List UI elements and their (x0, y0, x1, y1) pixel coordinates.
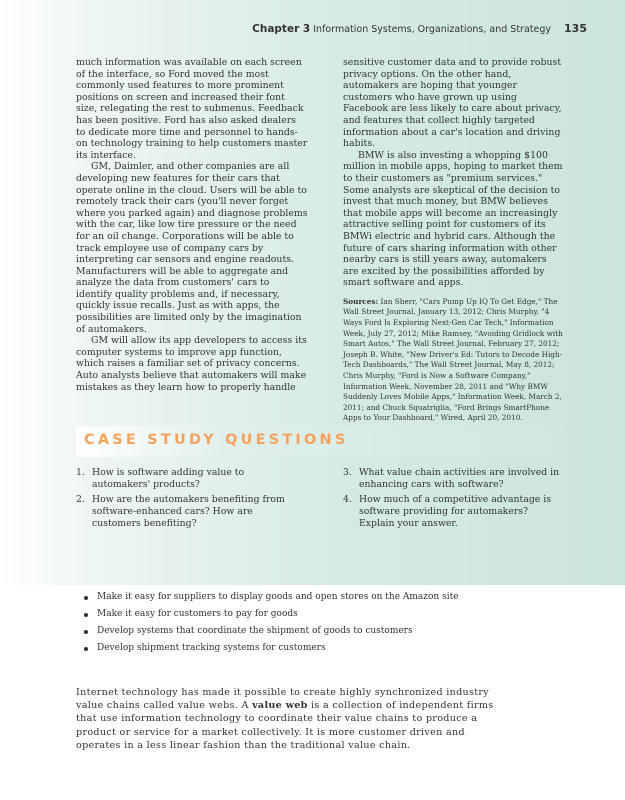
chapter-title: Information Systems, Organizations, and Strategy (313, 24, 551, 35)
left-paragraph-3: GM, Daimler, and other companies are all developing new features for their cars that operate online in the cloud. Users will be able to remotely track their cars (you'll never forget where you parked again) and diagnose problems with the car, like low tire pressure or the need for an oil change. Corporations will be able to track employee use of company cars by interpreting car sensors and engine readouts. Manufacturers will be able to aggregate and analyze the data from customers' cars to identify quality problems and, if necessary, quickly issue recalls. Just as with apps, the possibilities are limited only by the imagination of automakers. (76, 161, 308, 335)
running-header (252, 22, 587, 35)
left-paragraph-1: much information was available on each screen of the interface, so Ford moved the most commonly used features to more prominent (76, 57, 302, 92)
bullet-text: Make it easy for suppliers to display goods and open stores on the Amazon site (97, 592, 459, 602)
page-number: 135 (564, 22, 587, 35)
bullet-text: Make it easy for customers to pay for goods (97, 609, 298, 620)
left-column (76, 57, 308, 393)
closing-paragraph (76, 686, 496, 753)
chapter-label: Chapter 3 (252, 23, 311, 35)
bullet-item (82, 626, 492, 638)
sources-label: Sources: (343, 296, 379, 306)
key-term: value web (252, 700, 308, 711)
bullet-dot-icon (84, 647, 88, 651)
right-column (343, 57, 563, 424)
bullet-text: Develop shipment tracking systems for customers (97, 643, 326, 654)
case-study-heading: CASE STUDY QUESTIONS (84, 432, 349, 448)
right-paragraph-1: sensitive customer data and to provide robust privacy options. On the other hand, automakers are hoping that younger customers who have grown up using Facebook are less likely to care about privacy, and features that collect highly targeted information about a car's location and driving habits. (343, 57, 562, 150)
bullet-item (82, 609, 492, 621)
question-text: How is software adding value to automakers' products? (92, 467, 245, 490)
sources-text: Ian Sherr, "Cars Pump Up IQ To Get Edge," The Wall Street Journal, January 13, 2012; Chris Murphy, "4 Ways Ford Is Exploring Next-Gen Car Tech," Information Week, July 27, 2012; Mike Ramsey, "Avoiding Gridlock with Smart Autos," The Wall Street Journal, February 27, 2012; Joseph B. White, "New Driver's Ed: Tutors to Decode High-Tech Dashboards," The Wall Street Journal, May 8, 2012; Chris Murphy, "Ford is Now a Software Company," Information Week, November 28, 2011 and "Why BMW Suddenly Loves Mobile Apps," Information Week, March 2, 2011; and Chuck Squatriglia, "Ford Brings SmartPhone Apps to Your Dashboard," Wired, April 20, 2010. (343, 296, 563, 423)
sources-note (343, 297, 563, 424)
question-number: 1. (76, 467, 85, 478)
bullet-list (82, 592, 492, 660)
question-text: What value chain activities are involved in enhancing cars with software? (359, 467, 560, 490)
bullet-dot-icon (84, 596, 88, 600)
right-paragraph-2: BMW is also investing a whopping $100 million in mobile apps, hoping to market them to their customers as "premium services." Some analysts are skeptical of the decision to invest that much money, but BMW believes that mobile apps will become an increasingly attractive selling point for customers of its BMWi electric and hybrid cars. Although the future of cars sharing information with other nearby cars is still years away, automakers are excited by the possibilities afforded by smart software and apps. (343, 149, 563, 289)
bullet-dot-icon (84, 630, 88, 634)
bullet-text: Develop systems that coordinate the shipment of goods to customers (97, 626, 413, 637)
question-text: How are the automakers benefiting from software-enhanced cars? How are customers benefiting? (92, 494, 285, 529)
left-paragraph-4: GM will allow its app developers to access its computer systems to improve app function, which raises a familiar set of privacy concerns. Auto analysts believe that automakers will make mistakes as they learn how to properly handle (76, 335, 307, 393)
question-number: 4. (343, 494, 352, 505)
closing-text-end: is a collection of independent firms that use information technology to coordinate their value chains to produce a product or service for a market collectively. It is more customer driven and operates in a less linear fashion than the traditional value chain. (76, 700, 494, 752)
question-number: 3. (343, 467, 352, 478)
case-study-heading-bar (76, 426, 566, 457)
bullet-item (82, 643, 492, 655)
closing-text-start: Internet technology has made it possible to create highly synchronized industry value chains called value webs. A (76, 686, 490, 711)
question-number: 2. (76, 494, 85, 505)
question-text: How much of a competitive advantage is software providing for automakers? Explain your answer. (359, 494, 551, 529)
bullet-dot-icon (84, 613, 88, 617)
left-paragraph-2: positions on screen and increased their font size, relegating the rest to submenus. Feedback has been positive. Ford has also asked dealers to dedicate more time and personnel to hands-on technology training to help customers master its interface. (76, 91, 308, 161)
bullet-item (82, 592, 492, 604)
